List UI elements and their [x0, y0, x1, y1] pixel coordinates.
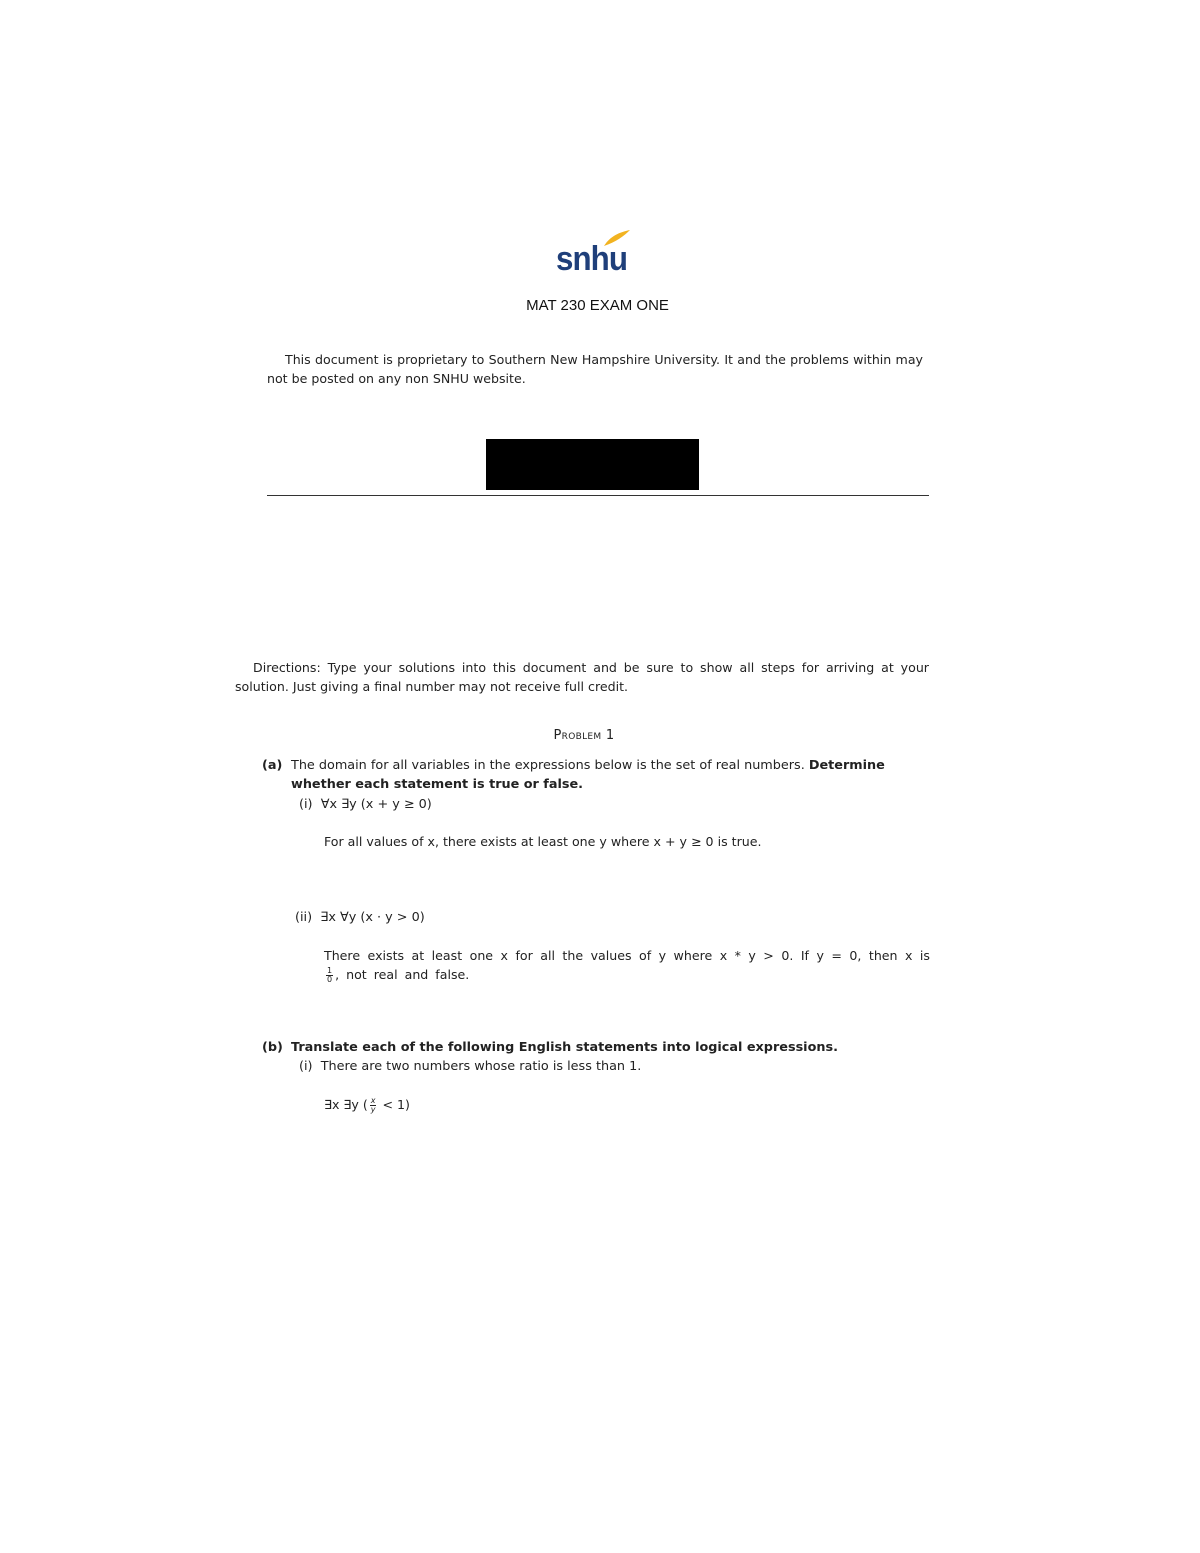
name-line: [267, 495, 929, 496]
part-a: [262, 756, 934, 794]
item-label: (i): [299, 1059, 313, 1074]
answer-text: There exists at least one x for all the values of y where x * y > 0. If y = 0, then x is: [324, 948, 930, 963]
item-label: (ii): [295, 910, 313, 925]
logo-text: snhu: [556, 240, 628, 278]
part-a-item-ii-answer: [324, 946, 930, 984]
part-a-instruction: Determine whether each statement is true or false.: [291, 758, 885, 792]
proprietary-notice: This document is proprietary to Southern New Hampshire University. It and the problems within may not be posted on any non SNHU website.: [267, 352, 923, 386]
answer-prefix: ∃x ∃y (: [324, 1097, 368, 1112]
part-b-label: (b): [262, 1040, 283, 1055]
part-a-item-i-answer: For all values of x, there exists at least one y where x + y ≥ 0 is true.: [324, 834, 762, 849]
part-b: [262, 1038, 934, 1057]
item-expression: ∃x ∀y (x · y > 0): [320, 910, 425, 925]
redaction-block: [486, 439, 699, 490]
part-a-label: (a): [262, 758, 283, 773]
part-b-item-i-answer: [324, 1095, 410, 1114]
fraction: [326, 967, 333, 984]
exam-title: MAT 230 EXAM ONE: [526, 297, 669, 314]
part-a-item-i: [299, 795, 432, 814]
part-a-text: The domain for all variables in the expressions below is the set of real numbers.: [291, 758, 805, 773]
directions-text: Directions: Type your solutions into this document and be sure to show all steps for arriving at your solution. Just giving a final number may not receive full credit.: [235, 660, 929, 694]
part-a-item-ii: [295, 908, 425, 927]
fraction-denominator: 0: [327, 975, 333, 984]
answer-text-end: , not real and false.: [335, 967, 470, 982]
fraction: [370, 1097, 377, 1114]
snhu-logo: [556, 228, 636, 280]
part-b-instruction: Translate each of the following English statements into logical expressions.: [291, 1040, 838, 1055]
item-text: There are two numbers whose ratio is less than 1.: [320, 1059, 642, 1074]
item-expression: ∀x ∃y (x + y ≥ 0): [320, 797, 432, 812]
fraction-numerator: 1: [327, 966, 333, 975]
part-b-item-i: [299, 1057, 641, 1076]
answer-suffix: < 1): [378, 1097, 410, 1112]
problem-heading: Problem 1: [553, 728, 615, 743]
fraction-denominator: y: [370, 1105, 376, 1114]
fraction-numerator: x: [370, 1096, 376, 1105]
item-label: (i): [299, 797, 313, 812]
